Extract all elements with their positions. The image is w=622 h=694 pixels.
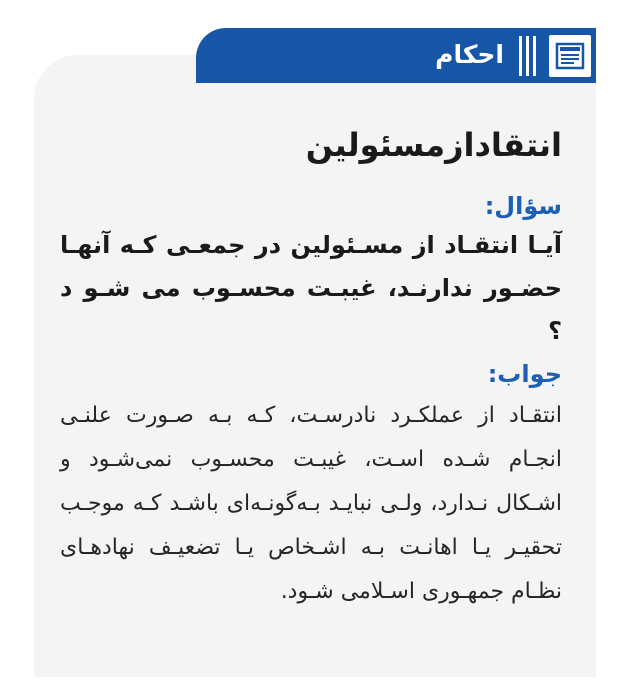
- tab-divider: [533, 36, 536, 76]
- question-text: آیـا انتقـاد از مسـئولین در جمعـی کـه آنهـا حضـور ندارنـد، غیبـت محسـوب می شـو د ؟: [60, 231, 562, 345]
- section-icon-box: [544, 28, 596, 83]
- answer-label: جواب:: [487, 360, 562, 388]
- question-label: سؤال:: [484, 192, 562, 220]
- tab-divider: [526, 36, 529, 76]
- tab-divider: [519, 36, 522, 76]
- article-title: انتقادازمسئولین: [305, 126, 562, 164]
- section-header-tab: [196, 28, 596, 83]
- section-label: احکام: [435, 40, 504, 69]
- answer-text: انتقـاد از عملکـرد نادرسـت، کـه بـه صـورت علنـی انجـام شـده اسـت، غیبـت محسـوب نمی‌شـود و اشـکال نـدارد، ولـی نبایـد بـه‌گونـه‌ای باشـد کـه موجـب تحقیـر یـا اهانـت بـه اشـخاص یـا تضعیـف نهادهـای نظـام جمهـوری اسـلامی شـود.: [60, 403, 562, 604]
- document-icon: [549, 35, 591, 77]
